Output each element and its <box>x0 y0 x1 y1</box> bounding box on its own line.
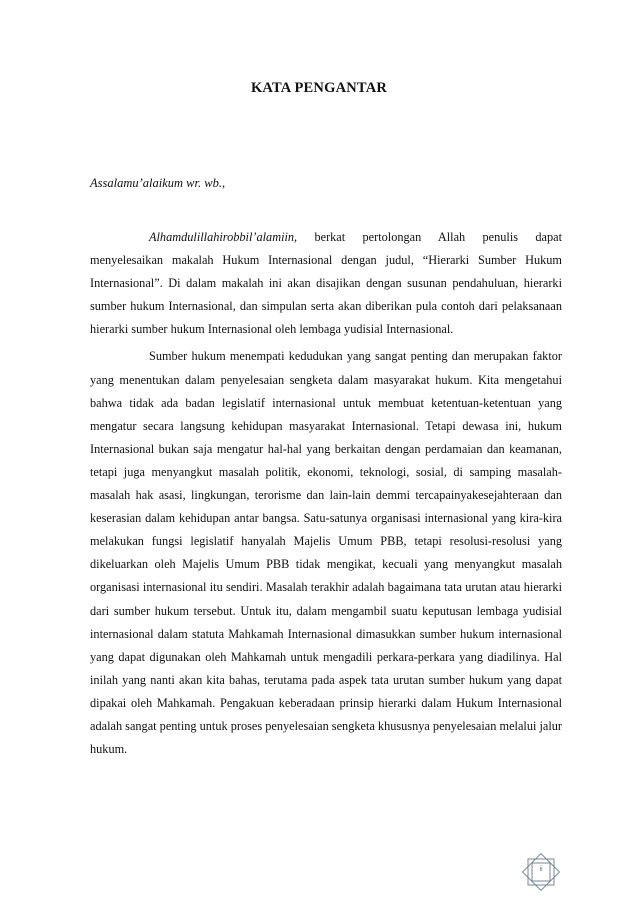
page-title: KATA PENGANTAR <box>250 80 388 96</box>
paragraph-1-lead: Alhamdulillahirobbil’alamiin, <box>149 230 298 244</box>
paragraph-2: Sumber hukum menempati kedudukan yang sangat penting dan merupakan faktor yang menentukan dalam penyelesaian sengketa dalam masyarakat hukum. Kita mengetahui bahwa tidak ada badan legislatif internasional untuk membuat ketentuan-ketentuan yang mengatur secara langsung kehidupan masyarakat Internasional. Tetapi dewasa ini, hukum Internasional bukan saja mengatur hal-hal yang berkaitan dengan perdamaian dan keamanan, tetapi juga menyangkut masalah politik, ekonomi, teknologi, sosial, di samping masalah-masalah hak asasi, lingkungan, terorisme dan lain-lain demmi tercapainyakesejahteraan dan keserasian dalam kehidupan antar bangsa. Satu-satunya organisasi internasional yang kira-kira melakukan fungsi legislatif hanyalah Majelis Umum PBB, tetapi resolusi-resolusi yang dikeluarkan oleh Majelis Umum PBB tidak mengikat, kecuali yang menyangkut masalah organisasi internasional itu sendiri. Masalah terakhir adalah bagaimana tata urutan atau hierarki dari sumber hukum tersebut. Untuk itu, dalam mengambil suatu keputusan lembaga yudisial internasional dalam statuta Mahkamah Internasional dimasukkan sumber hukum internasional yang dapat digunakan oleh Mahkamah untuk mengadili perkara-perkara yang diadilinya. Hal inilah yang nanti akan kita bahas, terutama pada aspek tata urutan sumber hukum yang dapat dipakai oleh Mahkamah. Pengakuan keberadaan prinsip hierarki dalam Hukum Internasional adalah sangat penting untuk proses penyelesaian sengketa khususnya penyelesaian melalui jalur hukum. <box>90 349 562 757</box>
greeting-text: Assalamu’alaikum wr. wb., <box>90 176 226 190</box>
body-text <box>90 226 562 761</box>
paragraph-1 <box>90 226 562 341</box>
paragraph-1-text: berkat pertolongan Allah penulis dapat menyelesaikan makalah Hukum Internasional dengan judul, “Hierarki Sumber Hukum Internasional”. Di dalam makalah ini akan disajikan dengan susunan pendahuluan, hierarki sumber hukum Internasional, dan simpulan serta akan diberikan pula contoh dari pelaksanaan hierarki sumber hukum Internasional oleh lembaga yudisial Internasional. <box>90 230 562 337</box>
page-number: ii <box>539 866 543 873</box>
